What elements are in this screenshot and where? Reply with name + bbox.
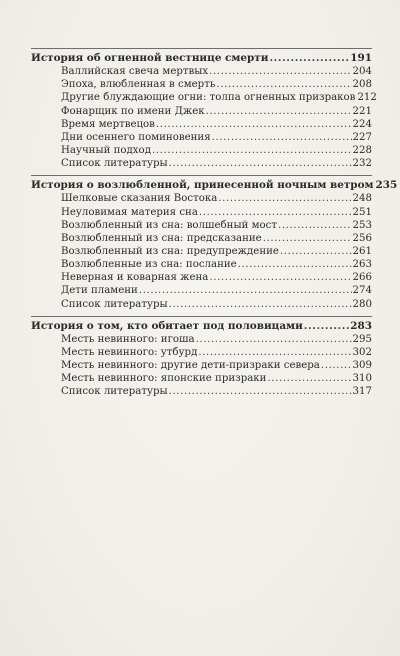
leader-dots xyxy=(152,144,352,157)
toc-entry xyxy=(31,206,372,219)
toc-entry xyxy=(31,131,372,144)
toc-entry xyxy=(31,385,372,398)
leader-dots xyxy=(212,131,352,144)
entry-title: Другие блуждающие огни: толпа огненных призраков xyxy=(61,92,356,104)
leader-dots xyxy=(321,359,352,372)
entry-title: Месть невинного: японские призраки xyxy=(61,373,267,385)
toc-entry xyxy=(31,118,372,131)
entry-title: Список литературы xyxy=(61,298,168,310)
entry-title: Неуловимая материя сна xyxy=(61,206,198,218)
entry-title: Месть невинного: игоша xyxy=(61,333,195,345)
toc-section-heading xyxy=(31,52,372,65)
toc-section-heading xyxy=(31,179,398,192)
section-page-number: 191 xyxy=(350,52,372,64)
leader-dots xyxy=(263,232,352,245)
entry-title: Список литературы xyxy=(61,158,168,170)
entry-page-number: 317 xyxy=(352,386,372,398)
leader-dots xyxy=(280,245,352,258)
toc-entry xyxy=(31,359,372,372)
entry-page-number: 253 xyxy=(352,219,372,231)
leader-dots xyxy=(139,284,352,297)
toc-section xyxy=(31,48,377,173)
table-of-contents xyxy=(31,48,398,402)
toc-entry xyxy=(31,91,377,104)
entry-title: Возлюбленный из сна: предсказание xyxy=(61,232,262,244)
toc-entry xyxy=(31,298,372,311)
entry-title: Возлюбленный из сна: предупреждение xyxy=(61,245,279,257)
entry-page-number: 302 xyxy=(352,346,372,358)
toc-entry xyxy=(31,219,372,232)
leader-dots xyxy=(198,346,351,359)
entry-page-number: 274 xyxy=(352,285,372,297)
entry-page-number: 208 xyxy=(352,79,372,91)
entry-page-number: 251 xyxy=(352,206,372,218)
entry-page-number: 266 xyxy=(352,272,372,284)
toc-entry xyxy=(31,232,372,245)
entry-title: Месть невинного: утбурд xyxy=(61,346,198,358)
leader-dots xyxy=(169,385,352,398)
leader-dots xyxy=(267,372,351,385)
toc-entry xyxy=(31,284,372,297)
section-page-number: 235 xyxy=(375,179,398,192)
entry-page-number: 228 xyxy=(352,144,372,156)
leader-dots xyxy=(269,52,349,65)
leader-dots xyxy=(238,258,352,271)
entry-page-number: 310 xyxy=(352,373,372,385)
entry-title: Список литературы xyxy=(61,386,168,398)
entry-title: Валлийская свеча мертвых xyxy=(61,66,209,78)
toc-entry xyxy=(31,245,372,258)
toc-entry xyxy=(31,157,372,170)
leader-dots xyxy=(156,118,352,131)
entry-page-number: 256 xyxy=(352,232,372,244)
leader-dots xyxy=(216,78,351,91)
toc-entry xyxy=(31,271,372,284)
section-title: История о том, кто обитает под половицами xyxy=(31,319,303,332)
entry-page-number: 280 xyxy=(352,298,372,310)
leader-dots xyxy=(278,219,352,232)
section-title: История о возлюбленной, принесенной ночным ветром xyxy=(31,179,374,192)
entry-title: Дни осеннего поминовения xyxy=(61,131,211,143)
entry-page-number: 263 xyxy=(352,259,372,271)
entry-page-number: 295 xyxy=(352,333,372,345)
leader-dots xyxy=(209,65,351,78)
toc-entry xyxy=(31,333,372,346)
toc-entry xyxy=(31,78,372,91)
entry-title: Возлюбленные из сна: послание xyxy=(61,259,237,271)
entry-title: Шелковые сказания Востока xyxy=(61,193,218,205)
section-page-number: 283 xyxy=(350,319,372,332)
toc-entry xyxy=(31,258,372,271)
leader-dots xyxy=(196,333,352,346)
entry-page-number: 227 xyxy=(352,131,372,143)
entry-title: Время мертвецов xyxy=(61,118,155,130)
entry-title: Научный подход xyxy=(61,144,151,156)
entry-page-number: 261 xyxy=(352,245,372,257)
toc-entry xyxy=(31,346,372,359)
entry-page-number: 248 xyxy=(352,193,372,205)
leader-dots xyxy=(199,206,352,219)
entry-title: Дети пламени xyxy=(61,285,138,297)
toc-entry xyxy=(31,65,372,78)
toc-section-heading xyxy=(31,320,372,333)
entry-title: Месть невинного: другие дети-призраки севера xyxy=(61,360,320,372)
entry-title: Эпоха, влюбленная в смерть xyxy=(61,79,216,91)
toc-entry xyxy=(31,372,372,385)
leader-dots xyxy=(218,192,351,205)
entry-page-number: 309 xyxy=(352,360,372,372)
entry-title: Неверная и коварная жена xyxy=(61,272,209,284)
toc-section xyxy=(31,316,372,402)
entry-page-number: 232 xyxy=(352,158,372,170)
leader-dots xyxy=(304,320,350,333)
toc-entry xyxy=(31,105,372,118)
toc-entry xyxy=(31,192,372,205)
leader-dots xyxy=(209,271,351,284)
entry-title: Возлюбленный из сна: волшебный мост xyxy=(61,219,277,231)
leader-dots xyxy=(169,157,352,170)
leader-dots xyxy=(206,105,352,118)
entry-page-number: 224 xyxy=(352,118,372,130)
entry-page-number: 204 xyxy=(352,66,372,78)
toc-section xyxy=(31,175,398,313)
leader-dots xyxy=(169,298,352,311)
toc-entry xyxy=(31,144,372,157)
section-title: История об огненной вестнице смерти xyxy=(31,52,269,64)
entry-page-number: 212 xyxy=(357,92,377,104)
entry-page-number: 221 xyxy=(352,105,372,117)
entry-title: Фонарщик по имени Джек xyxy=(61,105,205,117)
